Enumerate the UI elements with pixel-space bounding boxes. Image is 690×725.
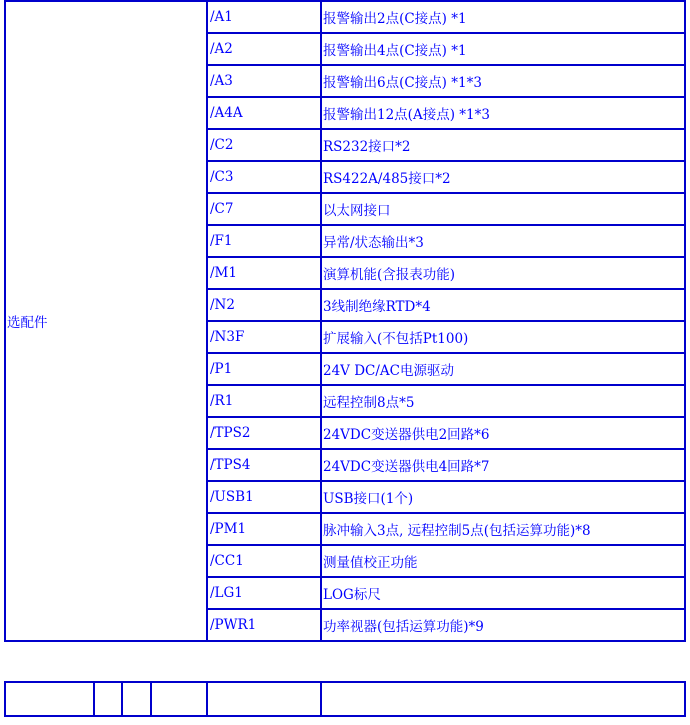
option-description: 远程控制8点*5 bbox=[321, 385, 685, 417]
option-description: 以太网接口 bbox=[321, 193, 685, 225]
option-code: /A1 bbox=[207, 1, 321, 33]
option-code: /TPS2 bbox=[207, 417, 321, 449]
footer-cell bbox=[122, 682, 151, 716]
category-cell: 选配件 bbox=[5, 1, 207, 641]
table-row bbox=[5, 1, 685, 33]
option-description: 24VDC变送器供电2回路*6 bbox=[321, 417, 685, 449]
spec-table-wrapper bbox=[4, 0, 684, 718]
option-description: 24VDC变送器供电4回路*7 bbox=[321, 449, 685, 481]
footer-cell bbox=[94, 682, 122, 716]
options-table-body bbox=[5, 1, 685, 641]
option-description: 功率视器(包括运算功能)*9 bbox=[321, 609, 685, 641]
footer-cell bbox=[5, 682, 94, 716]
option-code: /M1 bbox=[207, 257, 321, 289]
option-code: /P1 bbox=[207, 353, 321, 385]
option-code: /A4A bbox=[207, 97, 321, 129]
option-code: /LG1 bbox=[207, 577, 321, 609]
option-description: USB接口(1个) bbox=[321, 481, 685, 513]
option-description: 异常/状态输出*3 bbox=[321, 225, 685, 257]
option-description: 演算机能(含报表功能) bbox=[321, 257, 685, 289]
footer-cell bbox=[151, 682, 207, 716]
option-code: /A2 bbox=[207, 33, 321, 65]
option-description: LOG标尺 bbox=[321, 577, 685, 609]
option-description: 扩展输入(不包括Pt100) bbox=[321, 321, 685, 353]
option-code: /C3 bbox=[207, 161, 321, 193]
option-description: 24V DC/AC电源驱动 bbox=[321, 353, 685, 385]
option-code: /CC1 bbox=[207, 545, 321, 577]
option-code: /A3 bbox=[207, 65, 321, 97]
option-code: /N2 bbox=[207, 289, 321, 321]
option-code: /USB1 bbox=[207, 481, 321, 513]
option-code: /PM1 bbox=[207, 513, 321, 545]
footer-cell bbox=[207, 682, 321, 716]
option-description: 报警输出6点(C接点) *1*3 bbox=[321, 65, 685, 97]
option-description: RS422A/485接口*2 bbox=[321, 161, 685, 193]
footer-row-table bbox=[4, 681, 686, 717]
option-description: 脉冲输入3点, 远程控制5点(包括运算功能)*8 bbox=[321, 513, 685, 545]
option-code: /F1 bbox=[207, 225, 321, 257]
option-code: /C2 bbox=[207, 129, 321, 161]
option-description: 3线制绝缘RTD*4 bbox=[321, 289, 685, 321]
option-description: 测量值校正功能 bbox=[321, 545, 685, 577]
footer-row bbox=[5, 682, 685, 716]
option-code: /C7 bbox=[207, 193, 321, 225]
footer-cell bbox=[321, 682, 685, 716]
option-description: 报警输出12点(A接点) *1*3 bbox=[321, 97, 685, 129]
option-code: /N3F bbox=[207, 321, 321, 353]
options-table bbox=[4, 0, 686, 642]
option-code: /R1 bbox=[207, 385, 321, 417]
option-code: /TPS4 bbox=[207, 449, 321, 481]
option-description: 报警输出4点(C接点) *1 bbox=[321, 33, 685, 65]
option-code: /PWR1 bbox=[207, 609, 321, 641]
option-description: RS232接口*2 bbox=[321, 129, 685, 161]
option-description: 报警输出2点(C接点) *1 bbox=[321, 1, 685, 33]
